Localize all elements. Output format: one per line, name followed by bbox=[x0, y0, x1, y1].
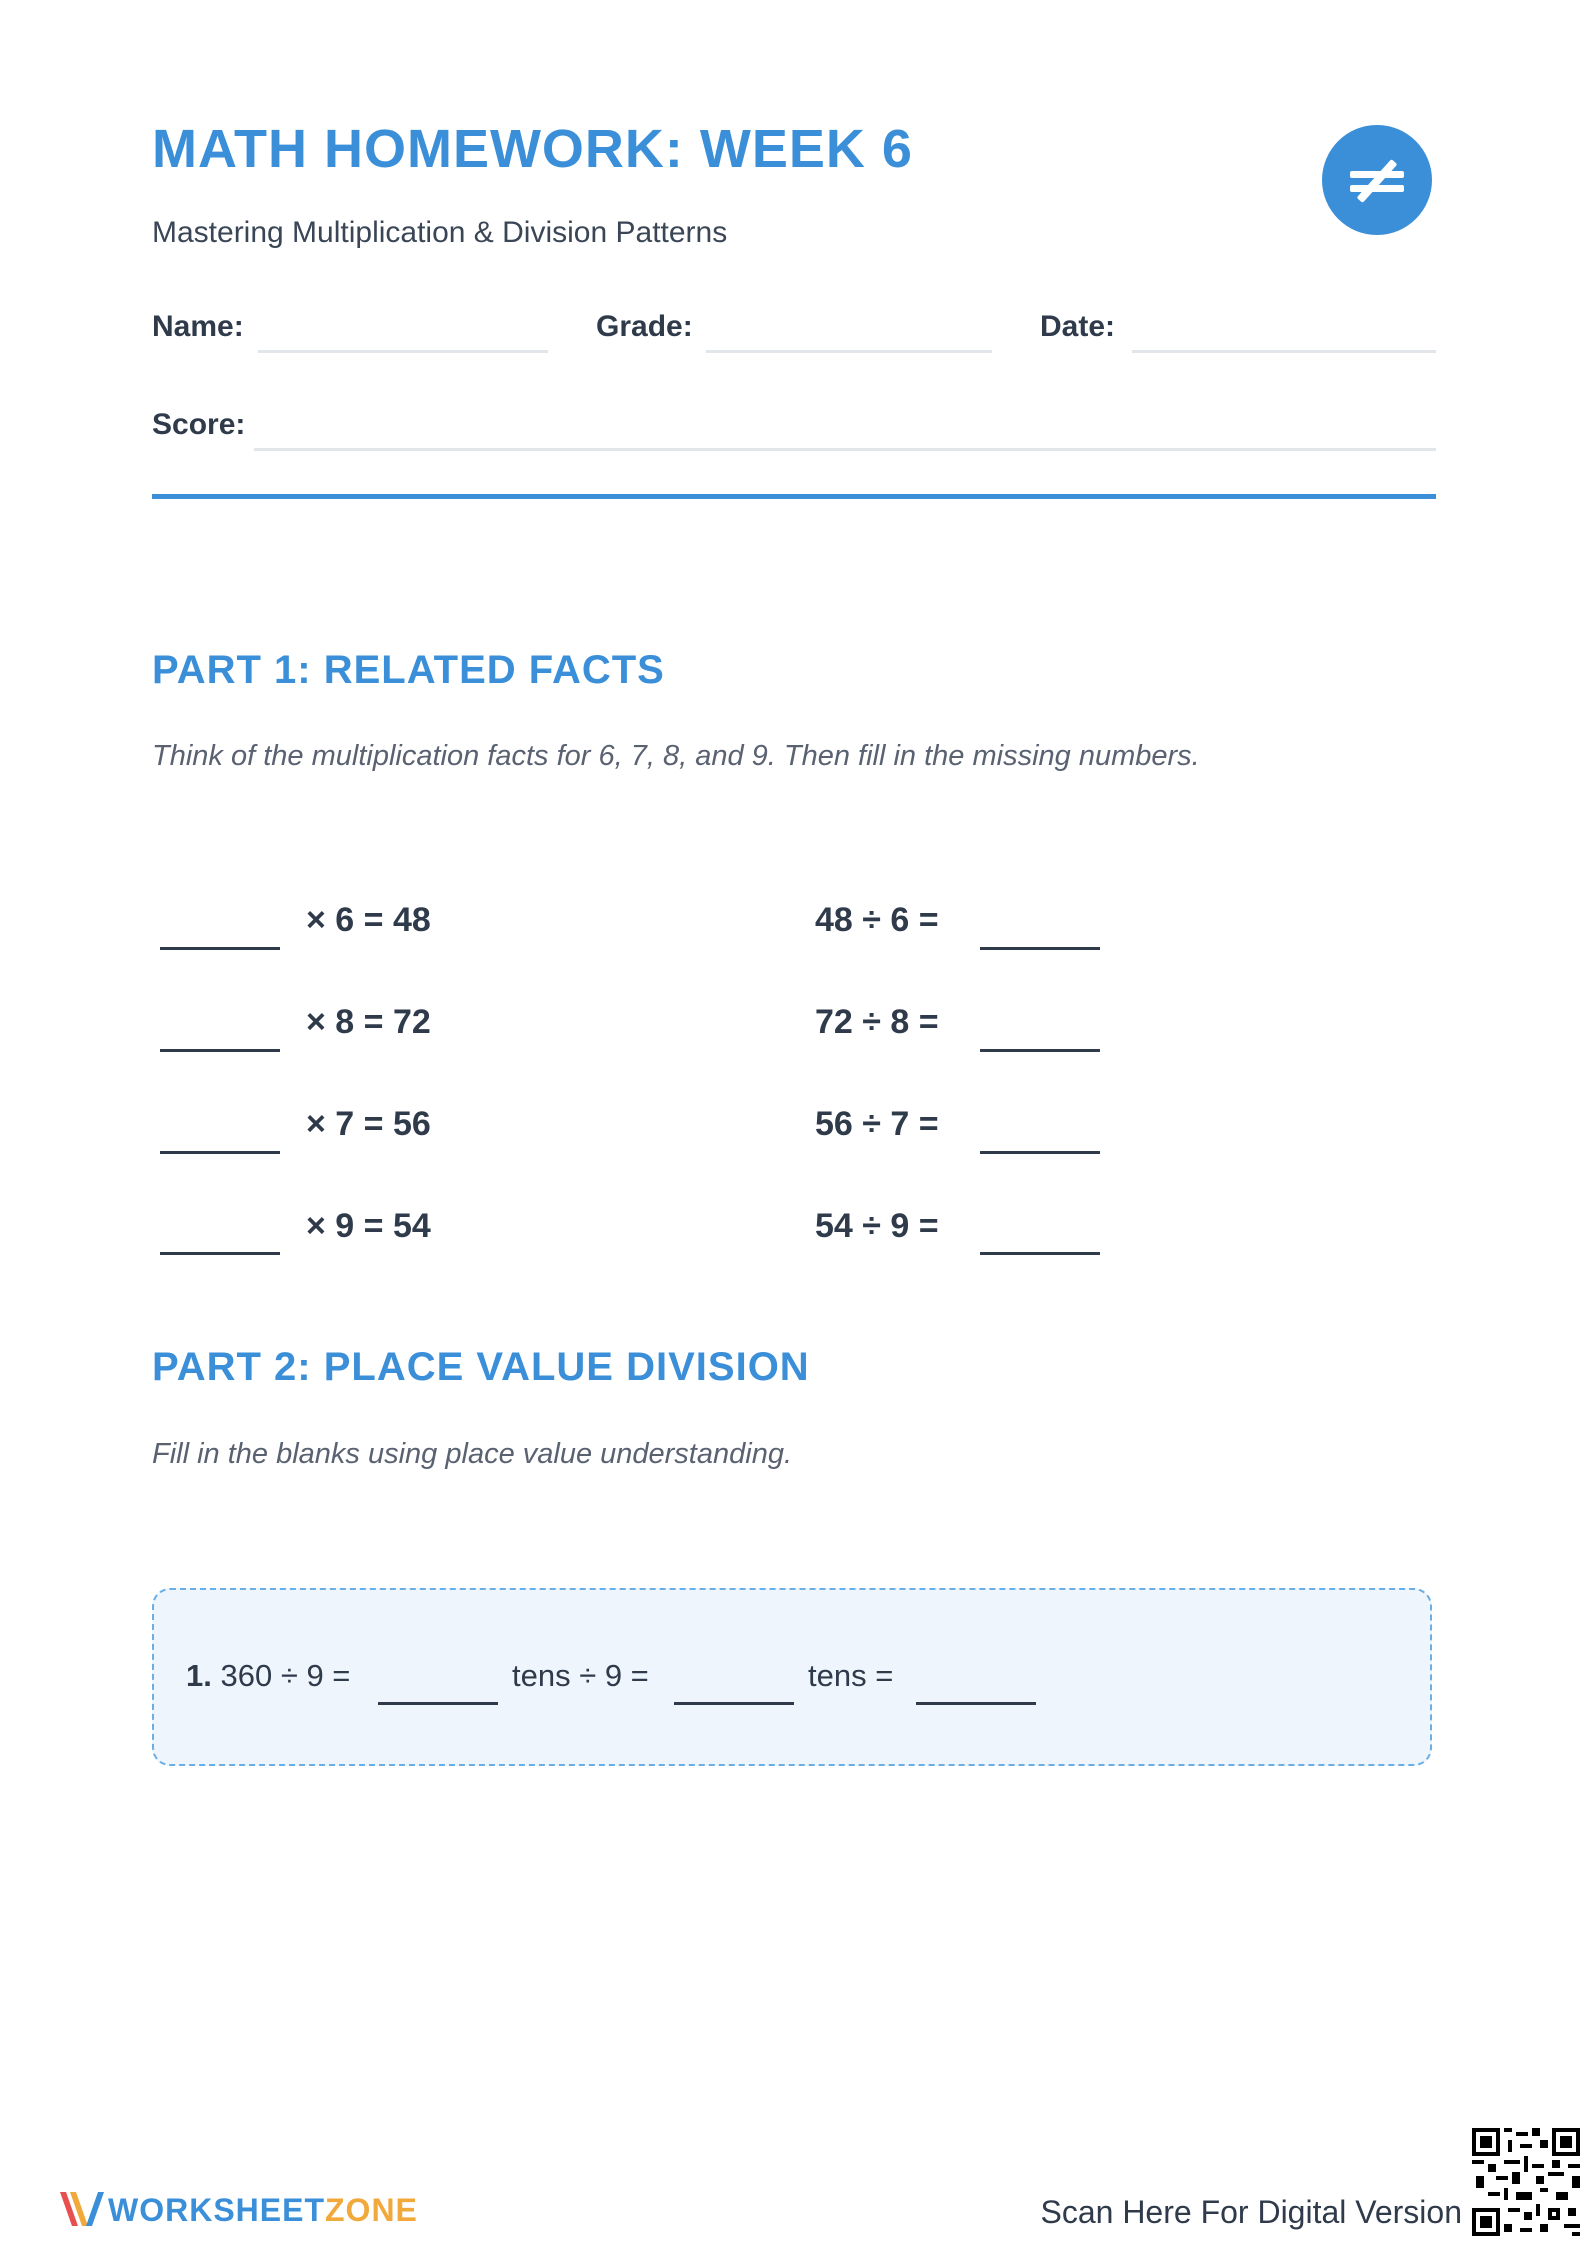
brand-name-part1: WORKSHEET bbox=[108, 2192, 325, 2228]
part2-instruction: Fill in the blanks using place value understanding. bbox=[152, 1438, 793, 1470]
answer-blank[interactable] bbox=[916, 1702, 1036, 1705]
problem-box bbox=[152, 1588, 1432, 1766]
name-field[interactable] bbox=[258, 350, 548, 353]
part1-instruction: Think of the multiplication facts for 6, 7, 8, and 9. Then fill in the missing numbers. bbox=[152, 740, 1200, 772]
scan-instruction: Scan Here For Digital Version bbox=[1040, 2194, 1462, 2230]
answer-blank[interactable] bbox=[378, 1702, 498, 1705]
date-label: Date: bbox=[1040, 310, 1116, 343]
grade-label: Grade: bbox=[596, 310, 693, 343]
answer-blank[interactable] bbox=[160, 1151, 280, 1154]
answer-blank[interactable] bbox=[160, 1252, 280, 1255]
answer-blank[interactable] bbox=[980, 1151, 1100, 1154]
multiplication-fact: × 8 = 72 bbox=[306, 1003, 431, 1041]
answer-blank[interactable] bbox=[160, 1049, 280, 1052]
part1-title: PART 1: RELATED FACTS bbox=[152, 648, 665, 692]
score-label: Score: bbox=[152, 408, 246, 441]
division-fact: 72 ÷ 8 = bbox=[815, 1003, 939, 1041]
score-field[interactable] bbox=[254, 448, 1436, 451]
division-fact: 48 ÷ 6 = bbox=[815, 901, 939, 939]
multiplication-fact: × 9 = 54 bbox=[306, 1207, 431, 1245]
multiplication-fact: × 6 = 48 bbox=[306, 901, 431, 939]
brand-name bbox=[108, 2194, 418, 2226]
worksheetzone-logo-icon bbox=[56, 2182, 106, 2237]
answer-blank[interactable] bbox=[980, 1252, 1100, 1255]
not-equal-icon bbox=[1322, 125, 1432, 235]
division-fact: 54 ÷ 9 = bbox=[815, 1207, 939, 1245]
brand-name-part2: ZONE bbox=[325, 2192, 418, 2228]
problem-expression bbox=[186, 1660, 350, 1691]
answer-blank[interactable] bbox=[160, 947, 280, 950]
header-divider bbox=[152, 494, 1436, 499]
division-fact: 56 ÷ 7 = bbox=[815, 1105, 939, 1143]
problem-equation: 360 ÷ 9 = bbox=[220, 1658, 351, 1693]
problem-step3: tens = bbox=[808, 1658, 894, 1693]
answer-blank[interactable] bbox=[980, 947, 1100, 950]
grade-field[interactable] bbox=[706, 350, 992, 353]
page-subtitle: Mastering Multiplication & Division Patterns bbox=[152, 216, 728, 249]
multiplication-fact: × 7 = 56 bbox=[306, 1105, 431, 1143]
date-field[interactable] bbox=[1132, 350, 1436, 353]
answer-blank[interactable] bbox=[674, 1702, 794, 1705]
page-title: MATH HOMEWORK: WEEK 6 bbox=[152, 119, 913, 179]
answer-blank[interactable] bbox=[980, 1049, 1100, 1052]
problem-step2: tens ÷ 9 = bbox=[512, 1658, 649, 1693]
name-label: Name: bbox=[152, 310, 244, 343]
qr-code-icon[interactable] bbox=[1472, 2128, 1580, 2236]
problem-number: 1. bbox=[186, 1658, 212, 1693]
part2-title: PART 2: PLACE VALUE DIVISION bbox=[152, 1345, 810, 1389]
